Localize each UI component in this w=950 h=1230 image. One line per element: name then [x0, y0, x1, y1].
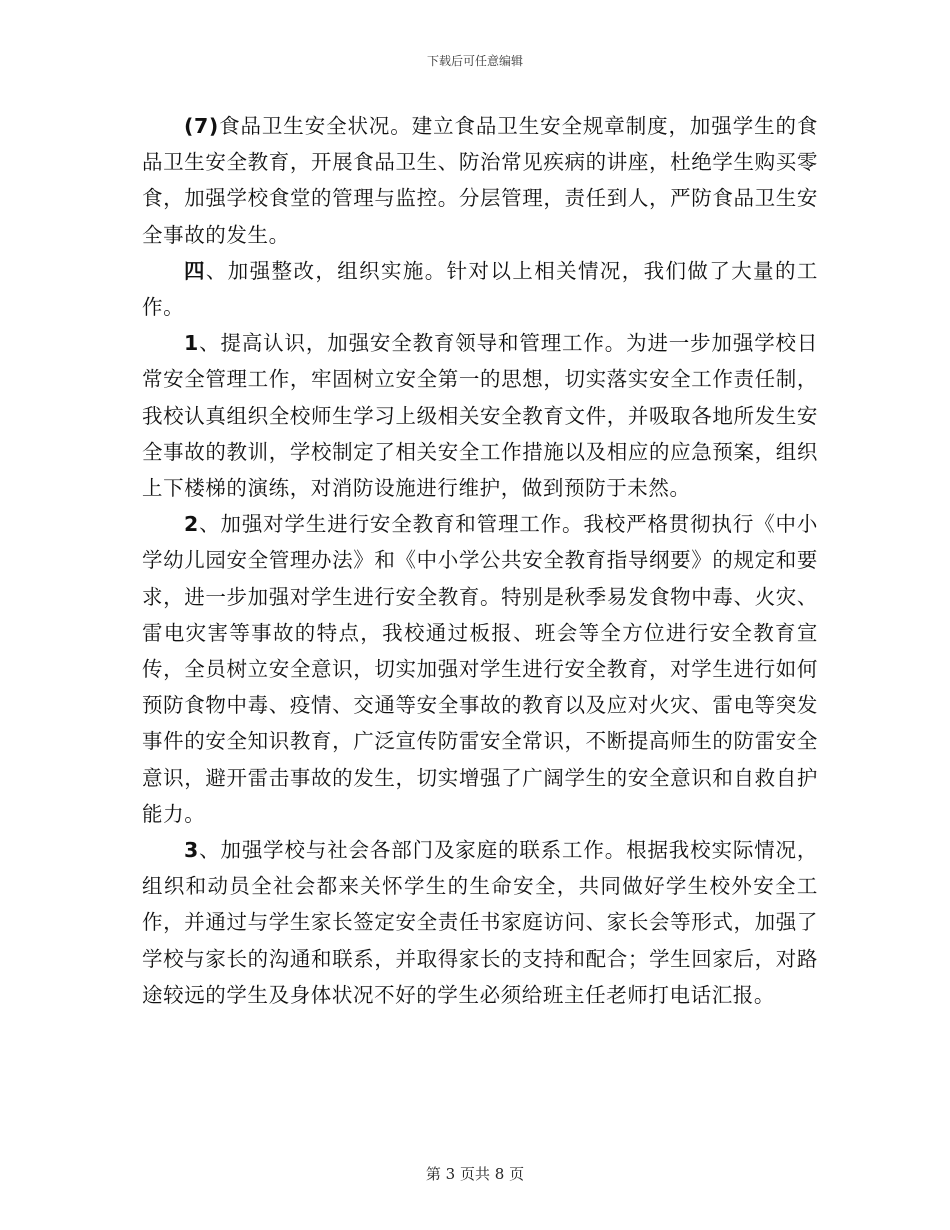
paragraph-text: 、加强整改，组织实施。针对以上相关情况，我们做了大量的工作。: [142, 258, 818, 320]
paragraph-lead: (7): [184, 114, 219, 138]
paragraph-text: 、加强对学生进行安全教育和管理工作。我校严格贯彻执行《中小学幼儿园安全管理办法》和《中小学公共安全教育指导纲要》的规定和要求，进一步加强对学生进行安全教育。特别是秋季易发食物中毒、火灾、雷电灾害等事故的特点，我校通过板报、班会等全方位进行安全教育宣传，全员树立安全意识，切实加强对学生进行安全教育，对学生进行如何预防食物中毒、疫情、交通等安全事故的教育以及应对火灾、雷电等突发事件的安全知识教育，广泛宣传防雷安全常识，不断提高师生的防雷安全意识，避开雷击事故的发生，切实增强了广阔学生的安全意识和自救自护能力。: [142, 512, 818, 826]
paragraph-food-safety: [142, 108, 818, 253]
paragraph-text: 、加强学校与社会各部门及家庭的联系工作。根据我校实际情况，组织和动员全社会都来关怀学生的生命安全，共同做好学生校外安全工作，并通过与学生家长签定安全责任书家庭访问、家长会等形式，加强了学校与家长的沟通和联系，并取得家长的支持和配合；学生回家后，对路途较远的学生及身体状况不好的学生必须给班主任老师打电话汇报。: [142, 838, 818, 1007]
paragraph-lead: 1: [184, 331, 199, 356]
paragraph-text: 、提高认识，加强安全教育领导和管理工作。为进一步加强学校日常安全管理工作，牢固树立安全第一的思想，切实落实安全工作责任制，我校认真组织全校师生学习上级相关安全教育文件，并吸取各地所发生安全事故的教训，学校制定了相关安全工作措施以及相应的应急预案，组织上下楼梯的演练，对消防设施进行维护，做到预防于未然。: [142, 331, 818, 501]
paragraph-lead: 四: [184, 258, 206, 283]
paragraph-lead: 2: [184, 512, 199, 537]
paragraph-item-1: [142, 325, 818, 506]
page-header: 下载后可任意编辑: [426, 54, 523, 68]
paragraph-item-3: [142, 832, 818, 1013]
paragraph-item-2: [142, 506, 818, 832]
page-number-footer: 第 3 页共 8 页: [425, 1165, 525, 1183]
paragraph-section-four: [142, 253, 818, 325]
paragraph-lead: 3: [184, 838, 199, 863]
document-body: [142, 108, 818, 1013]
paragraph-text: 食品卫生安全状况。建立食品卫生安全规章制度，加强学生的食品卫生安全教育，开展食品卫生、防治常见疾病的讲座，杜绝学生购买零食，加强学校食堂的管理与监控。分层管理，责任到人，严防食品卫生安全事故的发生。: [142, 114, 818, 247]
